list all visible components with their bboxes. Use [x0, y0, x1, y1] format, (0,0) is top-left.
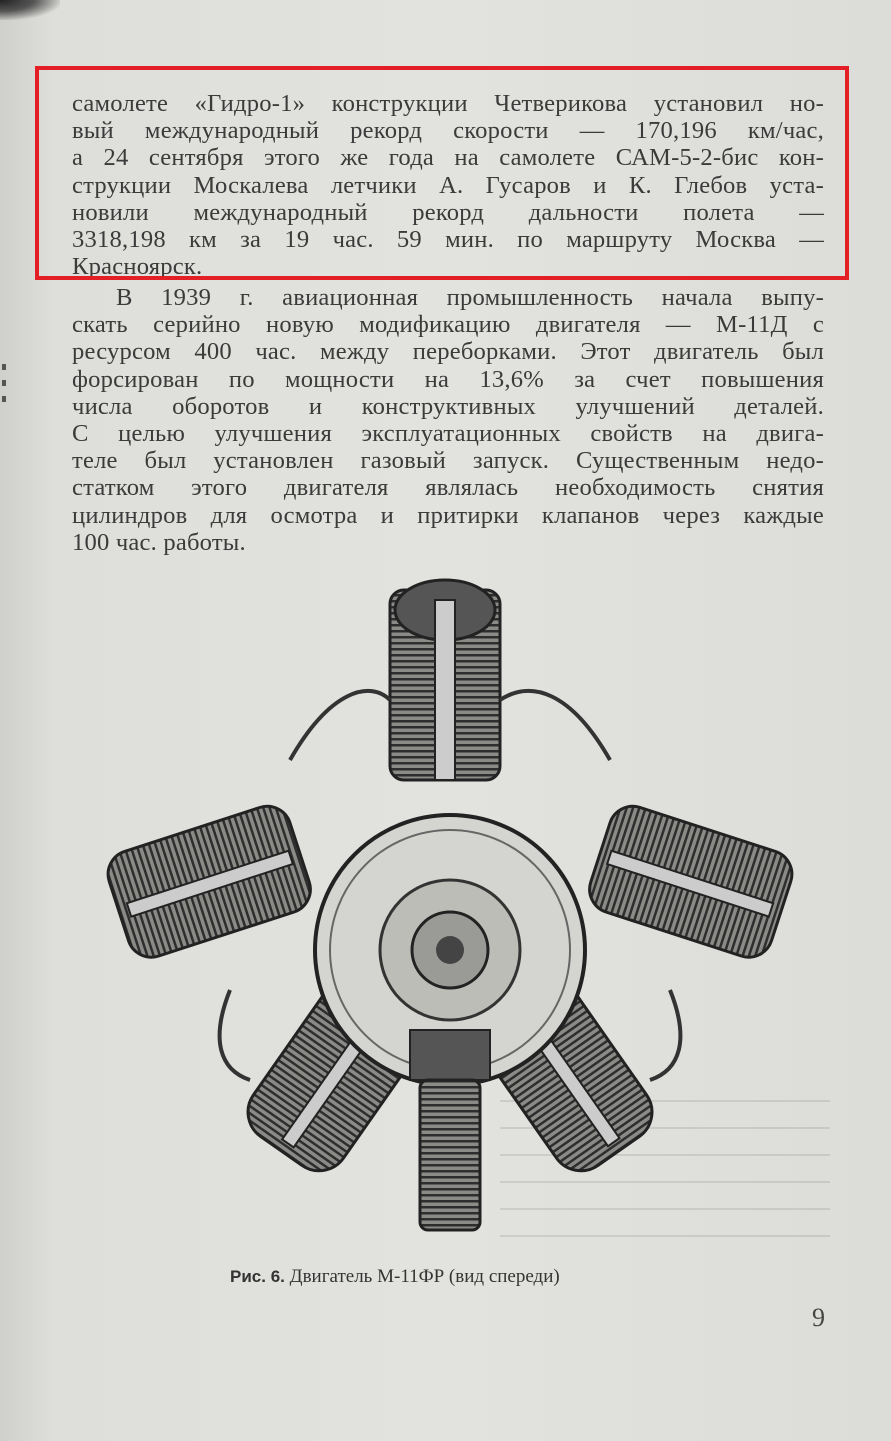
scan-corner-shadow: [0, 0, 60, 20]
text-line: теле был установлен газовый запуск. Существенным недо-: [72, 447, 824, 475]
text-line: статком этого двигателя являлась необходимость снятия: [72, 474, 824, 502]
text-line: вый международный рекорд скорости — 170,196 км/час,: [72, 117, 824, 145]
text-line: цилиндров для осмотра и притирки клапанов через каждые: [72, 501, 824, 529]
highlight-box: [35, 66, 849, 280]
text-line: В 1939 г. авиационная промышленность начала выпу-: [116, 284, 824, 311]
text-line: а 24 сентября этого же года на самолете САМ-5-2-бис кон-: [72, 144, 824, 172]
figure-caption: [230, 1266, 560, 1288]
text-line: форсирован по мощности на 13,6% за счет повышения: [72, 365, 824, 393]
text-line: новили международный рекорд дальности полета —: [72, 198, 824, 226]
text-line: числа оборотов и конструктивных улучшений деталей.: [72, 392, 824, 420]
radial-engine-illustration-icon: [90, 570, 810, 1260]
figure-label: Рис. 6.: [230, 1267, 285, 1286]
text-line: 100 час. работы.: [72, 528, 246, 556]
margin-marks: [2, 360, 12, 430]
text-line: струкции Москалева летчики А. Гусаров и К. Глебов уста-: [72, 171, 824, 199]
paragraph-1939: [72, 284, 824, 556]
text-line: С целью улучшения эксплуатационных свойств на двига-: [72, 419, 824, 447]
text-line: Красноярск.: [72, 253, 203, 281]
text-line: 3318,198 км за 19 час. 59 мин. по маршруту Москва —: [72, 225, 824, 253]
text-line: ресурсом 400 час. между переборками. Этот двигатель был: [72, 338, 824, 366]
figure-caption-text: Двигатель М-11ФР (вид спереди): [289, 1266, 560, 1287]
text-line: скать серийно новую модификацию двигателя — М-11Д с: [72, 311, 824, 339]
page-number: 9: [812, 1303, 825, 1332]
text-line: самолете «Гидро-1» конструкции Четверикова установил но-: [72, 90, 824, 117]
